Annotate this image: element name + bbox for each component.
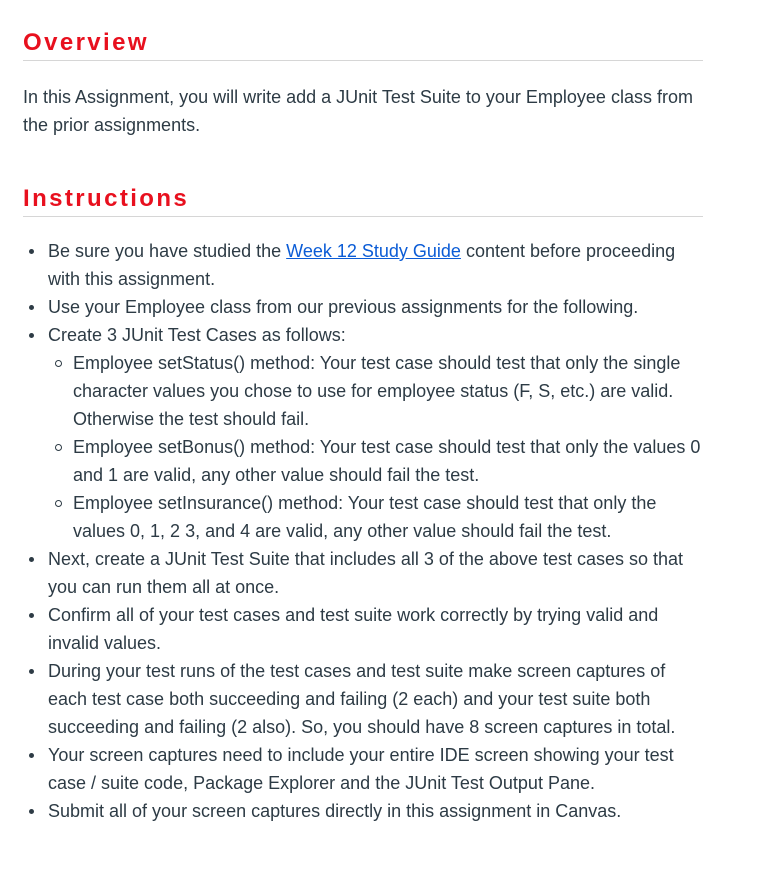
list-item-text-start: Be sure you have studied the	[48, 241, 287, 261]
sublist-item-text: Employee setStatus() method: Your test case should test that only the single character values you chose to use for employee status (F, S, etc.) are valid. Otherwise the test should fail.	[73, 353, 681, 429]
sublist-item	[48, 489, 703, 545]
instructions-heading: Instructions	[23, 185, 190, 212]
circle-bullet	[55, 500, 62, 507]
instructions-list	[23, 237, 703, 825]
list-item-text-end: content before proceeding with this assignment.	[48, 241, 676, 289]
test-cases-sublist	[48, 349, 703, 545]
bullet-dot	[29, 249, 34, 254]
list-item-text: Your screen captures need to include your entire IDE screen showing your test case / suite code, Package Explorer and the JUnit Test Output Pane.	[48, 745, 674, 793]
bullet-dot	[29, 305, 34, 310]
list-item	[23, 741, 703, 797]
circle-bullet	[55, 444, 62, 451]
list-item	[23, 797, 703, 825]
bullet-dot	[29, 669, 34, 674]
list-item-text: During your test runs of the test cases and test suite make screen captures of each test case both succeeding and failing (2 each) and your test suite both succeeding and failing (2 also). So, you should have 8 screen captures in total.	[48, 661, 676, 737]
assignment-content	[23, 26, 703, 825]
list-item-text: Create 3 JUnit Test Cases as follows:	[48, 325, 346, 345]
list-item-text: Confirm all of your test cases and test suite work correctly by trying valid and invalid values.	[48, 605, 659, 653]
sublist-item	[48, 433, 703, 489]
list-item-text: Use your Employee class from our previous assignments for the following.	[48, 297, 639, 317]
overview-text: In this Assignment, you will write add a JUnit Test Suite to your Employee class from the prior assignments.	[23, 87, 693, 135]
bullet-dot	[29, 613, 34, 618]
study-guide-link[interactable]: Week 12 Study Guide	[286, 241, 461, 261]
instructions-divider	[23, 216, 703, 217]
list-item	[23, 293, 703, 321]
list-item	[23, 321, 703, 545]
list-item-text: Submit all of your screen captures directly in this assignment in Canvas.	[48, 801, 622, 821]
sublist-item-text: Employee setBonus() method: Your test case should test that only the values 0 and 1 are valid, any other value should fail the test.	[73, 437, 701, 485]
list-item	[23, 601, 703, 657]
bullet-dot	[29, 333, 34, 338]
overview-heading: Overview	[23, 29, 149, 56]
list-item	[23, 545, 703, 601]
sublist-item	[48, 349, 703, 433]
bullet-dot	[29, 557, 34, 562]
overview-divider	[23, 60, 703, 61]
circle-bullet	[55, 360, 62, 367]
bullet-dot	[29, 753, 34, 758]
list-item	[23, 237, 703, 293]
sublist-item-text: Employee setInsurance() method: Your test case should test that only the values 0, 1, 2 3, and 4 are valid, any other value should fail the test.	[73, 493, 657, 541]
list-item	[23, 657, 703, 741]
list-item-text: Next, create a JUnit Test Suite that includes all 3 of the above test cases so that you can run them all at once.	[48, 549, 684, 597]
bullet-dot	[29, 809, 34, 814]
